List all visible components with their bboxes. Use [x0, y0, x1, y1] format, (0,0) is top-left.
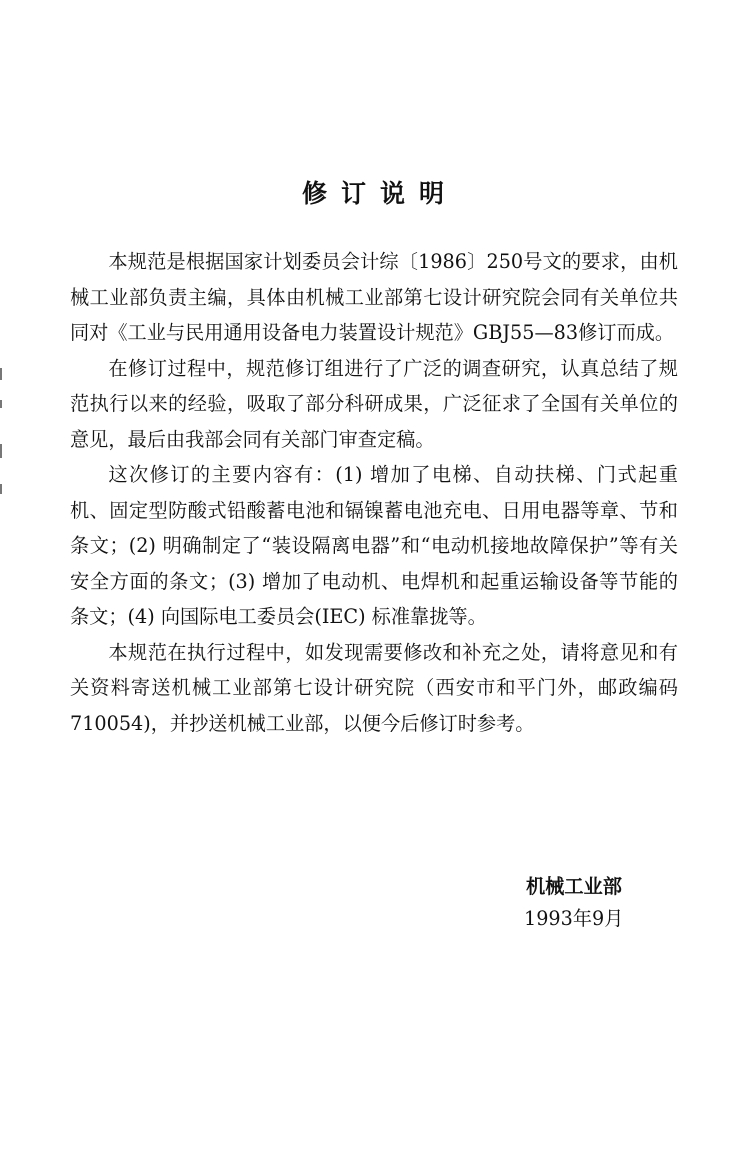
- signature-date: 1993年9月: [524, 907, 624, 930]
- page-title: 修订说明: [301, 179, 458, 208]
- scan-edge-mark: [0, 444, 2, 458]
- scan-edge-mark: [0, 368, 2, 380]
- signature-organization: 机械工业部: [526, 875, 622, 898]
- scan-edge-mark: [0, 400, 2, 408]
- paragraph-process: 在修订过程中，规范修订组进行了广泛的调查研究，认真总结了规范执行以来的经验，吸取了部分科研成果，广泛征求了全国有关单位的意见，最后由我部会同有关部门审查定稿。: [70, 356, 678, 451]
- paragraph-main-changes: 这次修订的主要内容有：(1) 增加了电梯、自动扶梯、门式起重机、固定型防酸式铅酸蓄电池和镉镍蓄电池充电、日用电器等章、节和条文；(2) 明确制定了“装设隔离电器”和“电动机接地故障保护”等有关安全方面的条文；(3) 增加了电动机、电焊机和起重运输设备等节能的条文；(4) 向国际电工委员会(IEC) 标准靠拢等。: [70, 463, 678, 628]
- paragraph-feedback: 本规范在执行过程中，如发现需要修改和补充之处，请将意见和有关资料寄送机械工业部第七设计研究院（西安市和平门外，邮政编码710054)，并抄送机械工业部，以便今后修订时参考。: [70, 640, 678, 735]
- paragraph-basis: 本规范是根据国家计划委员会计综〔1986〕250号文的要求，由机械工业部负责主编，具体由机械工业部第七设计研究院会同有关单位共同对《工业与民用通用设备电力装置设计规范》GBJ55—83修订而成。: [70, 250, 678, 344]
- scan-edge-mark: [0, 484, 2, 494]
- body-text: [70, 244, 678, 741]
